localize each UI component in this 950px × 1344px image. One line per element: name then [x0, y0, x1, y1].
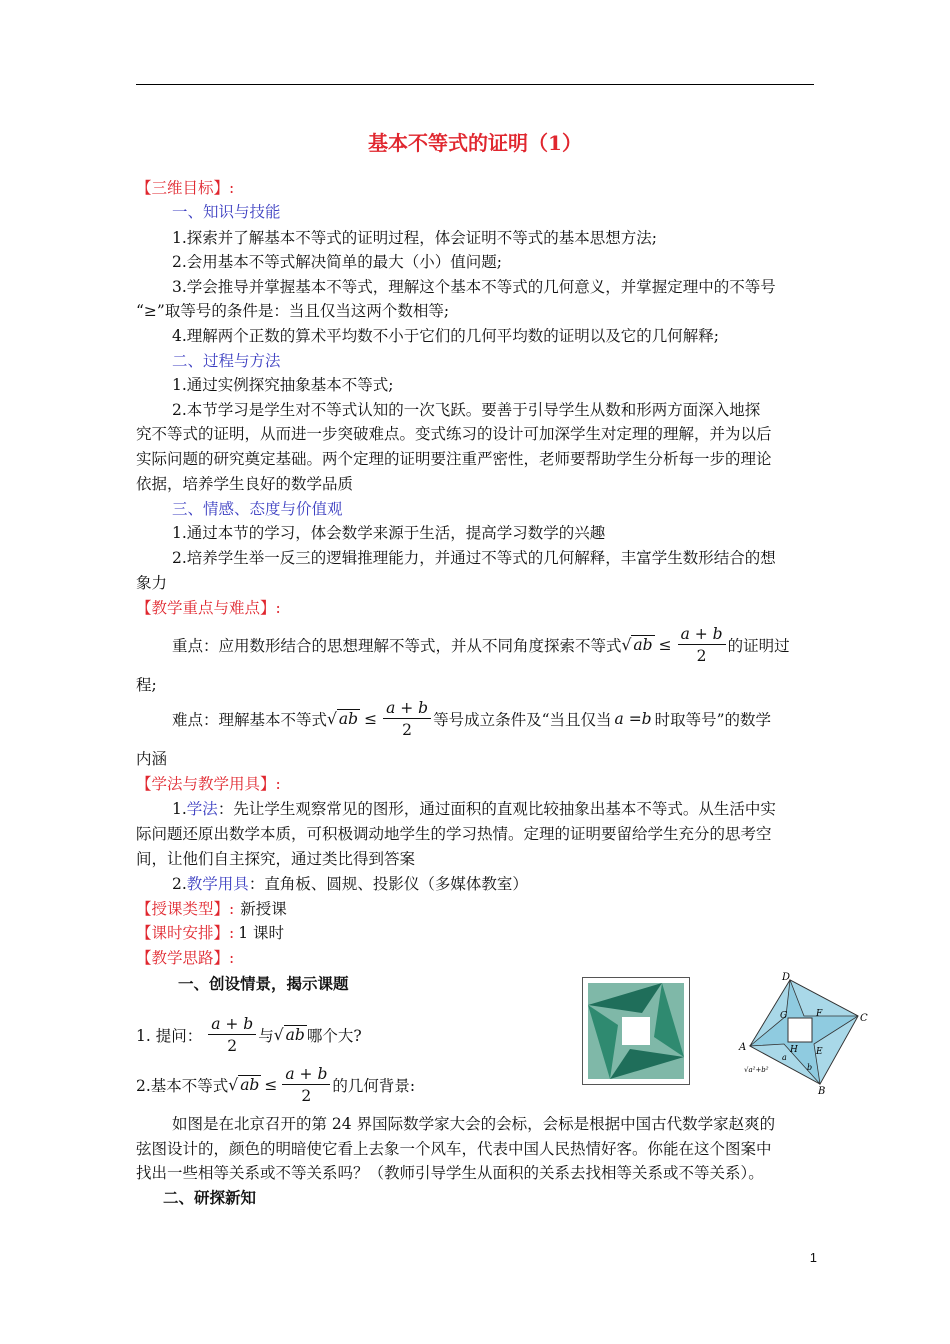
section-goals: 【三维目标】: [136, 179, 235, 197]
label-E: E [816, 1047, 823, 1057]
label-F: F [816, 1009, 823, 1019]
difficulty-line2: 内涵 [136, 750, 168, 768]
goal3-item: 2.培养学生举一反三的逻辑推理能力，并通过不等式的几何解释，丰富学生数形结合的想 [172, 549, 776, 567]
method-item-1: 1.学法：先让学生观察常见的图形，通过面积的直观比较抽象出基本不等式。从生活中实 [172, 800, 776, 818]
fraction-mean: $\frac{a + b}{2}$ [208, 1014, 256, 1057]
key-point-text: 重点：应用数形结合的思想理解不等式，并从不同角度探索不等式 [172, 637, 622, 655]
fraction-mean: $\frac{a + b}{2}$ [282, 1064, 330, 1107]
fraction-mean: $\frac{a + b}{2}$ [383, 698, 431, 741]
sqrt-ab: √ ab [273, 1026, 305, 1044]
goal1-item: 1.探索并了解基本不等式的证明过程，体会证明不等式的基本思想方法; [172, 229, 658, 247]
section-teaching-idea: 【教学思路】: [136, 949, 235, 967]
paragraph-line: 弦图设计的，颜色的明暗使它看上去象一个风车，代表中国人民热情好客。你能在这个图案中 [136, 1140, 772, 1158]
method-item-1-line2: 际问题还原出数学本质，可积极调动地学生的学习热情。定理的证明要留给学生充分的思考空 [136, 825, 772, 843]
label-a: a [782, 1053, 787, 1062]
section-key-points: 【教学重点与难点】: [136, 599, 281, 617]
difficulty-line [172, 696, 771, 742]
label-G: G [780, 1011, 788, 1021]
goal1-item: 3.学会推导并掌握基本不等式，理解这个基本不等式的几何意义，并掌握定理中的不等号 [172, 278, 776, 296]
label-B: B [818, 1086, 826, 1097]
goal2-item: 实际问题的研究奠定基础。两个定理的证明要注重严密性，老师要帮助学生分析每一步的理论 [136, 450, 772, 468]
goal1-item: 2.会用基本不等式解决简单的最大（小）值问题; [172, 253, 503, 271]
question-1: 1. 提问： $\frac{a + b}{2}$ 与 √ ab 哪个大? [136, 1014, 362, 1055]
fraction-mean: $\frac{a + b}{2}$ [678, 624, 726, 667]
goal3-item: 1.通过本节的学习，体会数学来源于生活，提高学习数学的兴趣 [172, 524, 606, 542]
key-point-line2: 程; [136, 676, 157, 694]
method-item-2: 2.教学用具：直角板、圆规、投影仪（多媒体教室） [172, 875, 528, 893]
sqrt-ab: √ ab [228, 1076, 260, 1094]
goal3-heading: 三、情感、态度与价值观 [172, 500, 343, 518]
goal3-item: 象力 [136, 574, 168, 592]
question-2: 2.基本不等式 √ ab ≤ $\frac{a + b}{2}$ 的几何背景: [136, 1064, 416, 1105]
goal1-item: 4.理解两个正数的算术平均数不小于它们的几何平均数的证明以及它的几何解释; [172, 327, 720, 345]
method-item-1-line3: 间，让他们自主探究，通过类比得到答案 [136, 850, 416, 868]
goal2-heading: 二、过程与方法 [172, 352, 281, 370]
goal1-heading: 一、知识与技能 [172, 203, 281, 221]
leq-symbol: ≤ [364, 710, 378, 728]
page-title: 基本不等式的证明（1） [368, 131, 582, 155]
sqrt-ab: √ ab [621, 636, 653, 654]
goal2-item: 1.通过实例探究抽象基本不等式; [172, 376, 394, 394]
label-C: C [860, 1013, 868, 1024]
paragraph-line: 如图是在北京召开的第 24 界国际数学家大会的会标，会标是根据中国古代数学家赵爽的 [172, 1115, 776, 1133]
difficulty-text-end: 时取等号”的数学 [654, 711, 772, 729]
goal1-item: “≥”取等号的条件是：当且仅当这两个数相等; [136, 302, 450, 320]
label-A: A [739, 1042, 747, 1053]
header-rule [136, 84, 814, 85]
key-point-text-end: 的证明过 [727, 637, 790, 655]
equality-condition: a =b [614, 710, 652, 728]
leq-symbol: ≤ [658, 636, 672, 654]
square-diagram-figure [730, 966, 870, 1098]
goal2-item: 依据，培养学生良好的数学品质 [136, 475, 354, 493]
part1-heading: 一、创设情景，揭示课题 [178, 974, 349, 993]
method-label: 学法 [186, 800, 218, 818]
paragraph-line: 找出一些相等关系或不等关系吗？（教师引导学生从面积的关系去找相等关系或不等关系）。 [136, 1164, 764, 1182]
zhao-shuang-logo-figure [582, 977, 690, 1085]
sqrt-ab: √ ab [327, 710, 359, 728]
lesson-time: 【课时安排】: 1 课时 [136, 924, 285, 942]
label-hypotenuse: √a²+b² [744, 1066, 769, 1074]
lesson-type: 【授课类型】: 新授课 [136, 900, 287, 918]
goal2-item: 2.本节学习是学生对不等式认知的一次飞跃。要善于引导学生从数和形两方面深入地探 [172, 401, 761, 419]
tools-label: 教学用具 [186, 875, 249, 893]
page-number: 1 [809, 1250, 817, 1265]
difficulty-text: 难点：理解基本不等式 [172, 711, 328, 729]
key-point-line [172, 622, 790, 668]
label-b: b [807, 1063, 813, 1072]
section-method: 【学法与教学用具】: [136, 775, 281, 793]
label-D: D [782, 972, 791, 983]
difficulty-text-mid: 等号成立条件及“当且仅当 [433, 711, 612, 729]
label-H: H [790, 1045, 798, 1055]
part2-heading: 二、研探新知 [163, 1188, 257, 1207]
goal2-item: 究不等式的证明，从而进一步突破难点。变式练习的设计可加深学生对定理的理解，并为以后 [136, 425, 772, 443]
